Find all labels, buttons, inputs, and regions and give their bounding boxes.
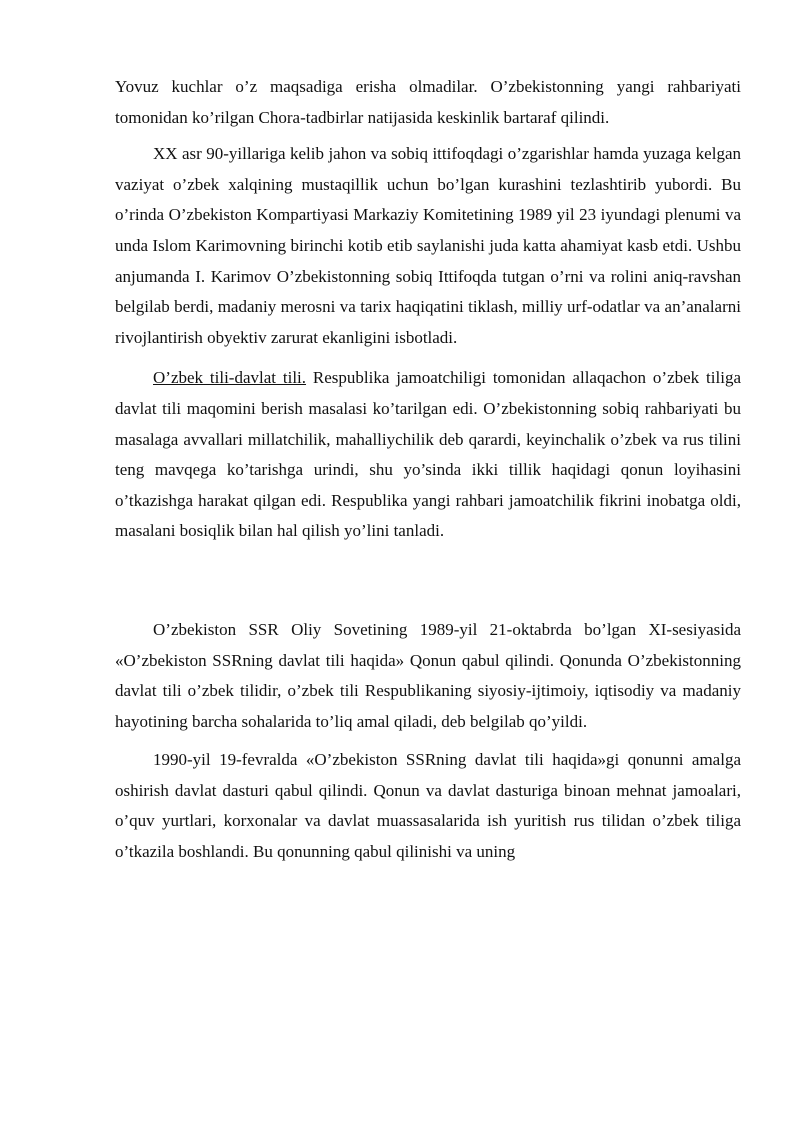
section-heading: O’zbek tili-davlat tili.: [153, 368, 307, 388]
paragraph-2: XX asr 90-yillariga kelib jahon va sobiq ittifoqdagi o’zgarishlar hamda yuzaga kelgan vaziyat o’zbek xalqining mustaqillik uchun bo’lgan kurashini tezlashtirib yubordi. Bu o’rinda O’zbekiston Kompartiyasi Markaziy Komitetining 1989 yil 23 iyundagi plenumi va unda Islom Karimovning birinchi kotib etib saylanishi juda katta ahamiyat kasb etdi. Ushbu anjumanda I. Karimov O’zbekistonning sobiq Ittifoqda tutgan o’rni va rolini aniq-ravshan belgilab berdi, madaniy merosni va tarix haqiqatini tiklash, milliy urf-odatlar va an’analarni rivojlantirish obyektiv zarurat ekanligini isbotladi.: [115, 144, 741, 347]
paragraph-3-body: Respublika jamoatchiligi tomonidan allaqachon o’zbek tiliga davlat tili maqomini berish masalasi ko’tarilgan edi. O’zbekistonning sobiq rahbariyati bu masalaga avvallari millatchilik, mahalliychilik deb qarardi, keyinchalik o’zbek va rus tilini teng mavqega ko’tarishga urindi, shu yo’sinda ikki tillik haqidagi qonun loyihasini o’tkazishga harakat qilgan edi. Respublika yangi rahbari jamoatchilik fikrini inobatga oldi, masalani bosiqlik bilan hal qilish yo’lini tanladi.: [115, 368, 741, 541]
paragraph-4: O’zbekiston SSR Oliy Sovetining 1989-yil 21-oktabrda bo’lgan XI-sesiyasida «O’zbekiston SSRning davlat tili haqida» Qonun qabul qilindi. Qonunda O’zbekistonning davlat tili o’zbek tilidir, o’zbek tili Respublikaning siyosiy-ijtimoiy, iqtisodiy va madaniy hayotining barcha sohalarida to’liq amal qiladi, deb belgilab qo’yildi.: [115, 619, 741, 731]
document-page: [115, 72, 741, 868]
paragraph-3: [115, 363, 741, 547]
paragraph-5: 1990-yil 19-fevralda «O’zbekiston SSRning davlat tili haqida»gi qonunni amalga oshirish davlat dasturi qabul qilindi. Qonun va davlat dasturiga binoan mehnat jamoalari, o’quv yurtlari, korxonalar va davlat muassasalarida ish yuritish rus tilidan o’zbek tiliga o’tkazila boshlandi. Bu qonunning qabul qilinishi va uning: [115, 750, 741, 862]
paragraph-1: Yovuz kuchlar o’z maqsadiga erisha olmadilar. O’zbekistonning yangi rahbariyati tomonidan ko’rilgan Chora-tadbirlar natijasida keskinlik bartaraf qilindi.: [115, 77, 741, 127]
